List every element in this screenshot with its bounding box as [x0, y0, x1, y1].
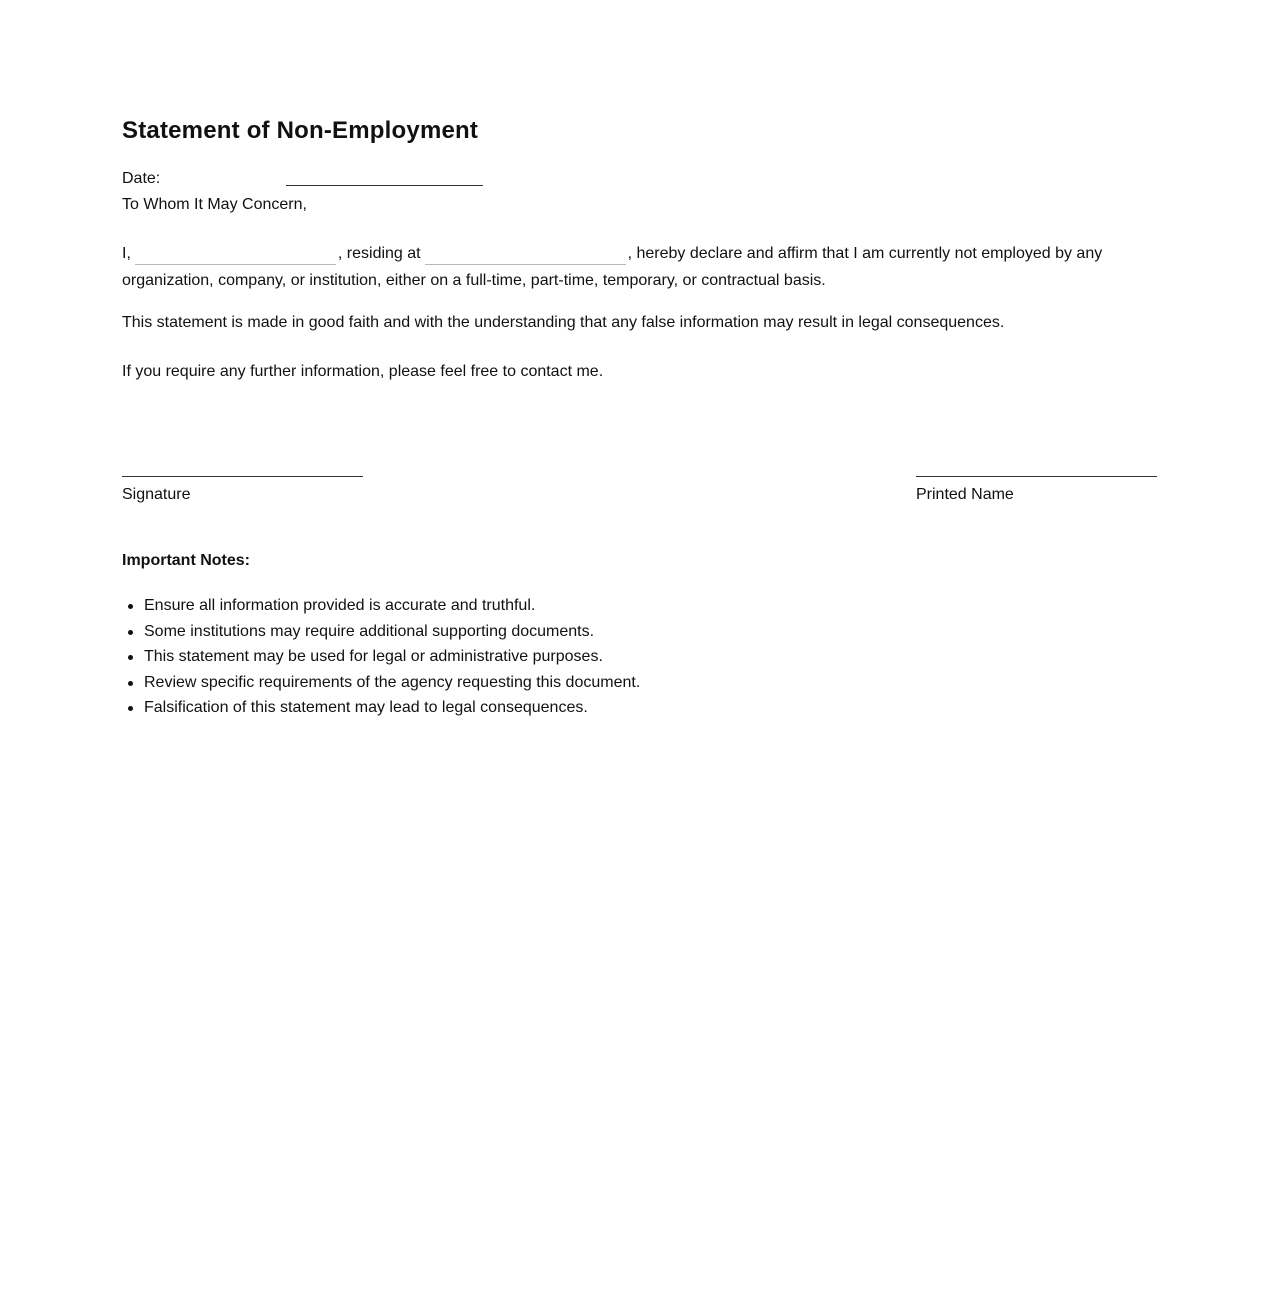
document-title: Statement of Non-Employment [122, 117, 479, 144]
address-blank-field[interactable] [425, 242, 626, 265]
signature-block [122, 476, 363, 505]
list-item: This statement may be used for legal or administrative purposes. [122, 647, 640, 673]
list-item: Falsification of this statement may lead to legal consequences. [122, 698, 640, 724]
declaration-rest-text: , hereby declare and affirm that I am currently not employed by any organization, company, or institution, either on a full-time, part-time, temporary, or contractual basis. [122, 245, 1103, 289]
declaration-prefix: I, [122, 245, 131, 262]
good-faith-paragraph: This statement is made in good faith and with the understanding that any false information may result in legal consequences. [122, 314, 1005, 331]
signature-label: Signature [122, 486, 191, 503]
declaration-paragraph [122, 240, 1158, 294]
notes-title: Important Notes: [122, 552, 250, 569]
declaration-residing-text: , residing at [337, 245, 421, 262]
name-blank-field[interactable] [135, 242, 336, 265]
date-blank-line[interactable] [286, 185, 483, 186]
contact-paragraph: If you require any further information, please feel free to contact me. [122, 363, 604, 380]
printed-name-line[interactable] [916, 476, 1157, 477]
salutation: To Whom It May Concern, [122, 196, 307, 213]
list-item: Ensure all information provided is accurate and truthful. [122, 596, 640, 622]
printed-name-block [916, 476, 1157, 505]
list-item: Review specific requirements of the agency requesting this document. [122, 673, 640, 699]
list-item: Some institutions may require additional supporting documents. [122, 622, 640, 648]
notes-list [122, 596, 640, 724]
printed-name-label: Printed Name [916, 486, 1014, 503]
date-label: Date: [122, 170, 161, 187]
signature-line[interactable] [122, 476, 363, 477]
